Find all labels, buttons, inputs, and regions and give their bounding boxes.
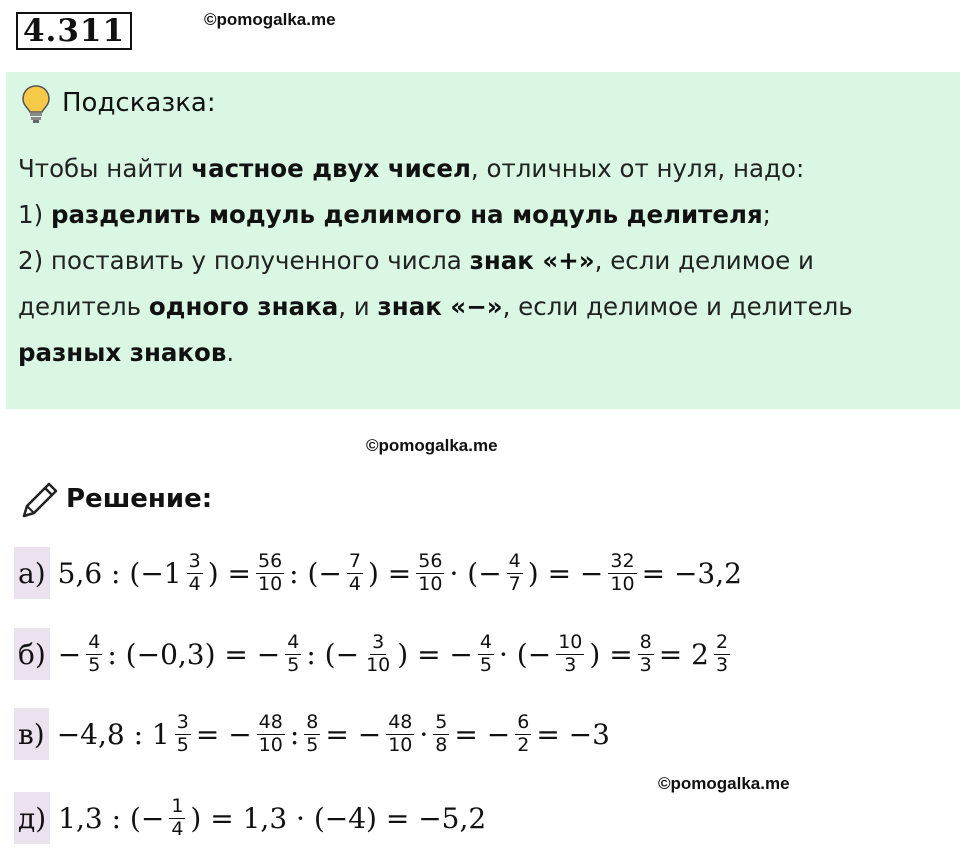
row-label: д) <box>14 792 50 844</box>
solution-row-b <box>14 626 733 682</box>
fraction-numerator: 32 <box>610 549 635 572</box>
fraction-numerator: 3 <box>188 549 201 572</box>
fraction-numerator: 56 <box>257 549 283 572</box>
hint-emphasis: одного знака <box>148 292 339 321</box>
fraction-numerator: 4 <box>508 549 521 572</box>
hint-segment: , и <box>338 292 378 321</box>
problem-number: 4.311 <box>16 12 132 50</box>
fraction-denominator: 4 <box>188 572 201 595</box>
pencil-icon <box>18 478 62 522</box>
fraction-denominator: 3 <box>715 653 729 676</box>
fraction <box>364 632 392 677</box>
fraction-numerator: 56 <box>418 549 443 572</box>
hint-line <box>18 146 953 192</box>
hint-segment: Чтобы найти <box>18 154 192 183</box>
expression-text: = − <box>195 717 252 751</box>
fraction-denominator: 5 <box>88 653 101 676</box>
fraction-denominator: 10 <box>388 733 413 756</box>
hint-emphasis: разделить модуль делимого на модуль делителя <box>50 200 763 229</box>
fraction-denominator: 3 <box>564 653 577 676</box>
fraction-numerator: 48 <box>388 710 413 733</box>
hint-line <box>18 192 953 238</box>
fraction-numerator: 8 <box>306 710 319 733</box>
fraction <box>256 551 284 596</box>
expression-text: · <box>419 717 429 751</box>
fraction-denominator: 4 <box>348 572 361 595</box>
fraction <box>507 551 523 596</box>
expression-text: = − <box>454 717 511 751</box>
fraction <box>169 796 185 841</box>
fraction-numerator: 5 <box>435 710 448 733</box>
expression-text: ) = − <box>397 637 473 671</box>
hint-segment: , отличных от нуля, надо: <box>470 154 805 183</box>
fraction-denominator: 2 <box>517 733 530 756</box>
watermark-right: ©pomogalka.me <box>658 774 790 793</box>
expression-text: ) = <box>589 637 633 671</box>
fraction <box>347 551 363 596</box>
solution-row-a <box>14 545 744 601</box>
fraction-numerator: 8 <box>639 630 652 653</box>
expression-text: : (− <box>306 637 360 671</box>
row-label: в) <box>14 708 49 760</box>
fraction-numerator: 4 <box>88 630 101 653</box>
fraction <box>285 632 301 677</box>
fraction <box>187 551 203 596</box>
expression-text: = 2 <box>658 637 709 671</box>
fraction-denominator: 3 <box>639 653 652 676</box>
fraction <box>257 712 285 757</box>
fraction-denominator: 5 <box>479 653 492 676</box>
hint-line <box>18 284 953 330</box>
fraction-denominator: 4 <box>171 817 184 840</box>
watermark-middle: ©pomogalka.me <box>366 436 498 455</box>
hint-line <box>18 330 953 376</box>
fraction <box>608 551 636 596</box>
hint-emphasis: разных знаков <box>18 338 227 367</box>
hint-emphasis: знак «−» <box>377 292 503 321</box>
fraction-numerator: 3 <box>372 630 385 653</box>
hint-segment: делитель <box>18 292 149 321</box>
expression-text: − <box>57 637 82 671</box>
fraction-numerator: 48 <box>258 710 283 733</box>
solution-title: Решение: <box>66 484 213 514</box>
expression-text: = −3 <box>536 717 610 751</box>
fraction <box>175 712 191 757</box>
fraction <box>304 712 320 757</box>
lightbulb-icon <box>20 84 52 124</box>
fraction-denominator: 5 <box>176 733 189 756</box>
watermark-top: ©pomogalka.me <box>204 10 336 29</box>
expression-text: ) = − <box>527 556 604 590</box>
hint-title: Подсказка: <box>62 88 216 118</box>
hint-emphasis: частное двух чисел <box>191 154 471 183</box>
fraction-denominator: 10 <box>366 653 391 676</box>
fraction-numerator: 3 <box>176 710 189 733</box>
solution-row-d <box>14 790 488 846</box>
fraction <box>433 712 449 757</box>
hint-segment: , если делимое и делитель <box>502 292 853 321</box>
fraction-numerator: 1 <box>171 794 184 817</box>
fraction <box>714 632 730 677</box>
fraction-numerator: 10 <box>558 630 583 653</box>
expression-text: : (− <box>289 556 342 590</box>
fraction <box>416 551 444 596</box>
fraction-numerator: 4 <box>287 630 300 653</box>
fraction <box>556 632 584 677</box>
fraction <box>86 632 102 677</box>
row-label: б) <box>14 628 50 680</box>
fraction-denominator: 7 <box>508 572 521 595</box>
expression-text: : <box>289 717 300 751</box>
expression-text: : (−0,3) = − <box>107 637 281 671</box>
expression-text: 1,3 : (− <box>58 801 165 835</box>
fraction-numerator: 4 <box>479 630 492 653</box>
hint-line <box>18 238 953 284</box>
fraction <box>638 632 654 677</box>
fraction-denominator: 10 <box>257 572 283 595</box>
row-label: а) <box>14 547 50 599</box>
fraction <box>386 712 414 757</box>
fraction-numerator: 6 <box>517 710 530 733</box>
hint-segment: 1) <box>18 200 51 229</box>
fraction <box>515 712 531 757</box>
fraction-denominator: 8 <box>435 733 448 756</box>
hint-segment: . <box>226 338 235 367</box>
expression-text: ) = <box>207 556 251 590</box>
expression-text: · (− <box>499 637 552 671</box>
expression-text: · (− <box>449 556 502 590</box>
fraction-denominator: 5 <box>287 653 300 676</box>
expression-text: −4,8 : 1 <box>56 717 170 751</box>
fraction <box>478 632 494 677</box>
fraction-numerator: 7 <box>348 549 361 572</box>
fraction-denominator: 10 <box>610 572 635 595</box>
hint-text <box>18 146 953 376</box>
fraction-denominator: 10 <box>418 572 443 595</box>
expression-text: ) = 1,3 · (−4) = −5,2 <box>190 801 487 835</box>
fraction-denominator: 5 <box>306 733 319 756</box>
hint-segment: ; <box>762 200 771 229</box>
hint-segment: , если делимое и <box>594 246 814 275</box>
expression-text: ) = <box>367 556 412 590</box>
solution-row-v <box>14 706 612 762</box>
expression-text: = − <box>325 717 382 751</box>
fraction-numerator: 2 <box>715 630 729 653</box>
hint-emphasis: знак «+» <box>469 246 595 275</box>
expression-text: 5,6 : (−1 <box>57 556 182 590</box>
fraction-denominator: 10 <box>258 733 283 756</box>
hint-segment: 2) поставить у полученного числа <box>18 246 470 275</box>
expression-text: = −3,2 <box>641 556 742 590</box>
